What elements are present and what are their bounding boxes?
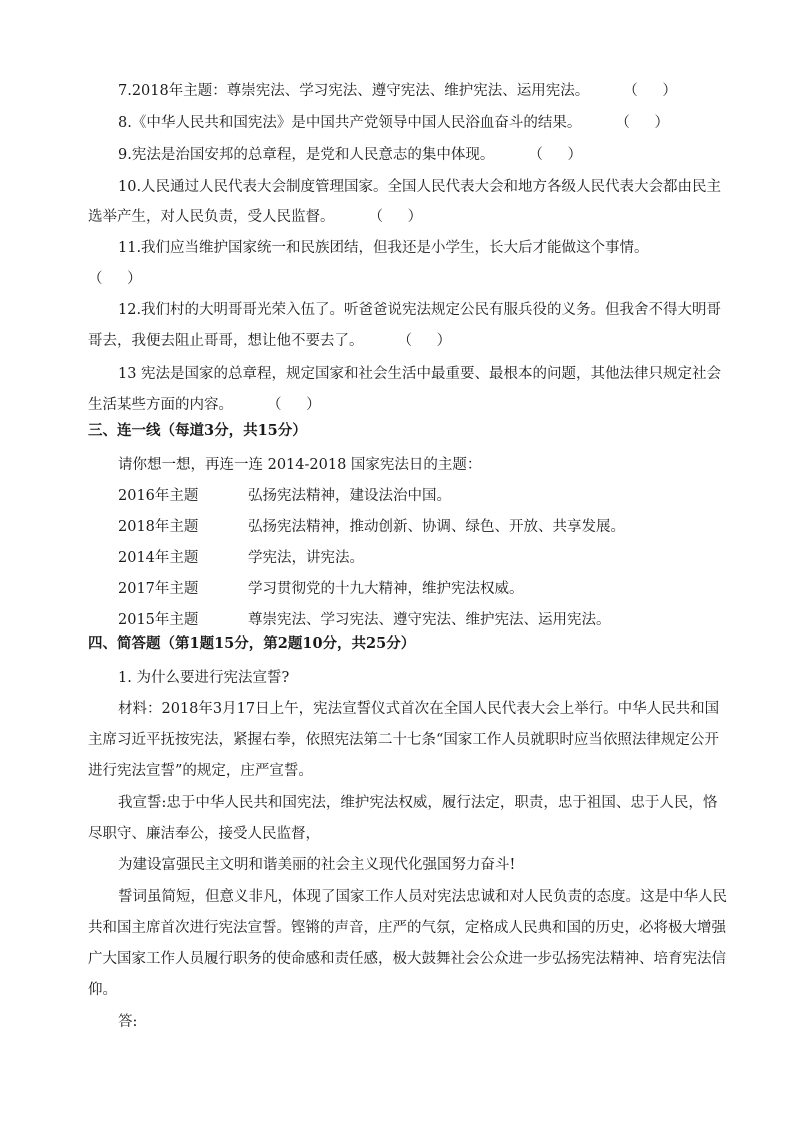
material-line: 主席习近平抚按宪法，紧握右拳，依照宪法第二十七条“国家工作人员就职时应当依照法律规定公开	[88, 732, 719, 748]
section-3-heading: 三、连一线（每道3分，共15分）	[88, 422, 307, 439]
match-left-item[interactable]: 2016年主题	[118, 488, 199, 504]
match-left-item[interactable]: 2014年主题	[118, 550, 199, 566]
judge-item-11-line1: 11.我们应当维护国家统一和民族团结，但我还是小学生，长大后才能做这个事情。	[118, 240, 649, 256]
oath-line: 我宣誓:忠于中华人民共和国宪法，维护宪法权威，履行法定，职责，忠于祖国、忠于人民，恪	[118, 795, 718, 811]
oath-line: 尽职守、廉洁奉公，接受人民监督，	[88, 826, 320, 842]
answer-paren: （ ）	[528, 147, 592, 163]
match-right-item[interactable]: 学习贯彻党的十九大精神，维护宪法权威。	[248, 581, 524, 597]
match-right-item[interactable]: 弘扬宪法精神，推动创新、协调、绿色、开放、共享发展。	[248, 519, 625, 535]
material-line: 进行宪法宣誓”的规定，庄严宣誓。	[88, 763, 313, 779]
match-left-item[interactable]: 2017年主题	[118, 581, 199, 597]
answer-paren: （ ）	[368, 209, 433, 225]
answer-area[interactable]	[88, 1040, 708, 1100]
judge-item-7	[118, 81, 687, 101]
question-1: 1. 为什么要进行宪法宣誓?	[118, 670, 290, 686]
judge-item-8-text: 8.《中华人民共和国宪法》是中国共产党领导中国人民浴血奋斗的结果。	[118, 115, 582, 131]
comment-line: 共和国主席首次进行宪法宣誓。铿锵的声音，庄严的气氛，定格成人民典和国的历史，必将极大增强	[88, 920, 726, 936]
comment-line: 仰。	[88, 982, 117, 998]
match-right-item[interactable]: 弘扬宪法精神，建设法治中国。	[248, 488, 451, 504]
judge-item-12-line1: 12.我们村的大明哥哥光荣入伍了。听爸爸说宪法规定公民有服兵役的义务。但我舍不得大明哥	[118, 302, 722, 318]
answer-paren: （ ）	[88, 271, 152, 287]
comment-line: 广大国家工作人员履行职务的使命感和责任感，极大鼓舞社会公众进一步弘扬宪法精神、培育宪法信	[88, 951, 726, 967]
answer-paren: （ ）	[623, 83, 687, 99]
judge-item-13-line1: 13 宪法是国家的总章程，规定国家和社会生活中最重要、最根本的问题，其他法律只规定社会	[118, 366, 722, 382]
match-right-item[interactable]: 尊崇宪法、学习宪法、遵守宪法、维护宪法、运用宪法。	[248, 612, 611, 628]
answer-paren: （ ）	[397, 333, 462, 349]
match-left-item[interactable]: 2015年主题	[118, 612, 199, 628]
match-left-item[interactable]: 2018年主题	[118, 519, 199, 535]
judge-item-7-text: 7.2018年主题：尊崇宪法、学习宪法、遵守宪法、维护宪法、运用宪法。	[118, 83, 590, 99]
answer-paren: （ ）	[615, 115, 679, 131]
judge-item-9	[118, 145, 592, 165]
comment-line: 誓词虽简短，但意义非凡，体现了国家工作人员对宪法忠诚和对人民负责的态度。这是中华人民	[118, 889, 727, 905]
match-right-item[interactable]: 学宪法，讲宪法。	[248, 550, 364, 566]
judge-item-9-text: 9.宪法是治国安邦的总章程，是党和人民意志的集中体现。	[118, 147, 495, 163]
answer-label: 答:	[118, 1014, 138, 1030]
section-4-heading: 四、简答题（第1题15分，第2题10分，共25分）	[88, 635, 416, 652]
judge-item-13-line2: 生活某些方面的内容。 （ ）	[88, 397, 331, 413]
judge-item-12-line2: 哥去，我便去阻止哥哥，想让他不要去了。 （ ）	[88, 333, 462, 349]
judge-item-10-line2: 选举产生，对人民负责，受人民监督。 （ ）	[88, 209, 433, 225]
oath-end: 为建设富强民主文明和谐美丽的社会主义现代化强国努力奋斗!	[118, 857, 516, 873]
judge-item-8	[118, 113, 679, 133]
section-3-intro: 请你想一想，再连一连 2014-2018 国家宪法日的主题：	[118, 457, 482, 473]
judge-item-10-line1: 10.人民通过人民代表大会制度管理国家。全国人民代表大会和地方各级人民代表大会都由民主	[118, 179, 722, 195]
material-line: 材料：2018年3月17日上午，宪法宣誓仪式首次在全国人民代表大会上举行。中华人民共和国	[118, 701, 720, 717]
answer-paren: （ ）	[267, 397, 331, 413]
